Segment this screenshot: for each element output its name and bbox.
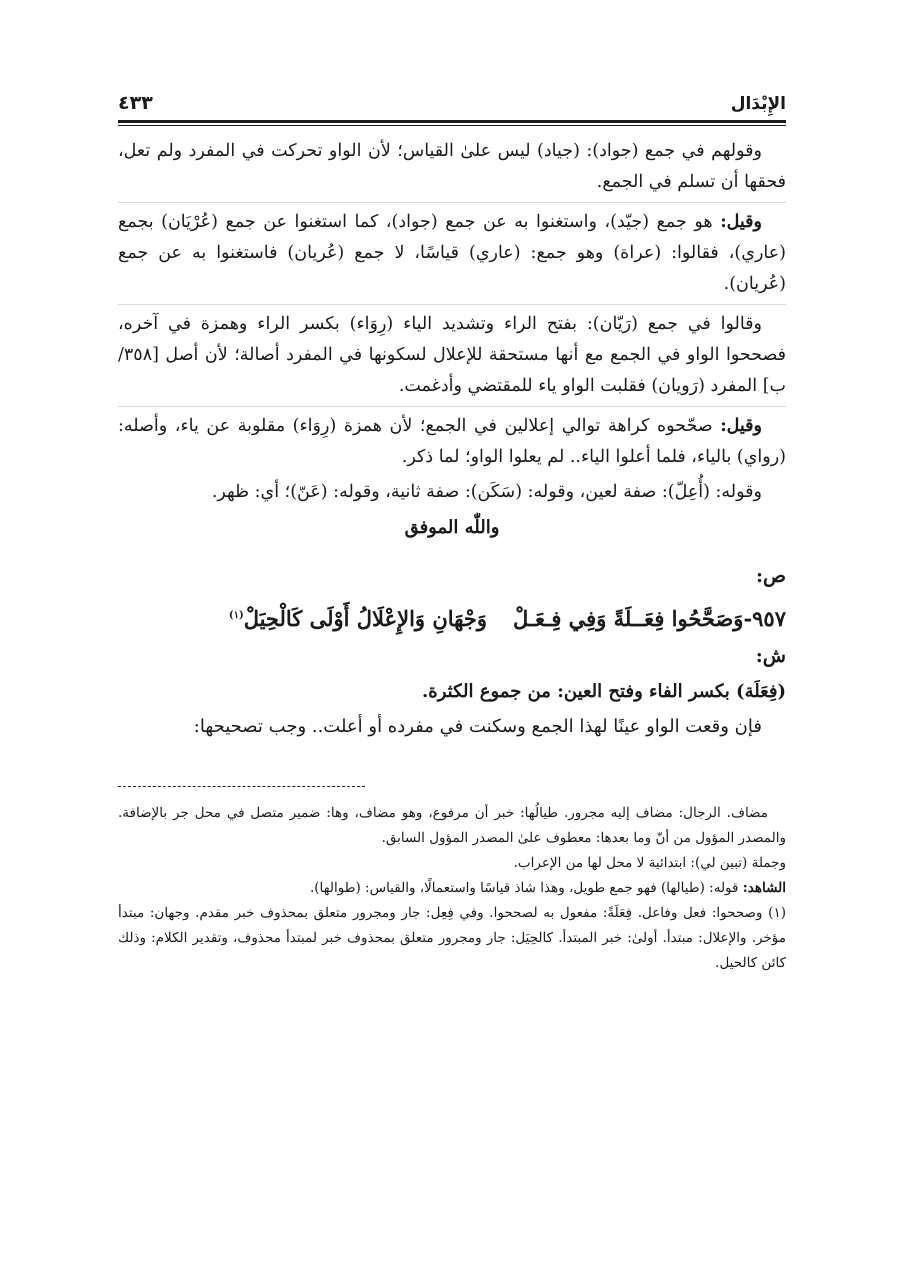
footnote-separator xyxy=(118,786,365,787)
footnote: مضاف. الرجال: مضاف إليه مجرور. طيالُها: خبر أن مرفوع، وهو مضاف، وها: ضمير متصل في محل جر بالإضافة. والمصدر المؤول من أنّ وما بعدها: معطوف علىٰ المصدر المؤول السابق. xyxy=(118,805,786,846)
header-rule-thin xyxy=(118,125,786,126)
page-header xyxy=(118,82,786,114)
page-number: ٤٣٣ xyxy=(118,92,153,114)
explanation-paragraph: فإن وقعت الواو عينًا لهذا الجمع وسكنت في مفرده أو أعلت.. وجب تصحيحها: xyxy=(193,716,762,737)
paragraph xyxy=(118,202,786,300)
footnote xyxy=(118,876,786,901)
footnote: (١) وصححوا: فعل وفاعل. فِعَلَةً: مفعول به لصححوا. وفي فِعِل: جار ومجرور متعلق بمحذوف خبر مقدم. وجهان: مبتدأ مؤخر. والإعلال: مبتدأ. أولىٰ: خبر المبتدأ. كالحِيَل: جار ومجرور متعلق بمحذوف خبر لمبتدأ محذوف، وتقدير الكلام: وذلك كائن كالحيل. xyxy=(118,905,786,971)
running-title: الإِبْدَال xyxy=(730,94,786,114)
footnote-marker: (١) xyxy=(228,610,244,621)
paragraph xyxy=(118,406,786,473)
keyword: الشاهد: xyxy=(742,880,786,896)
explanation-label: ش: xyxy=(755,645,786,667)
main-text xyxy=(118,136,786,742)
footnote-text: قوله: (طيالها) فهو جمع طويل، وهذا شاذ قياسًا واستعمالًا، والقياس: (طوالها). xyxy=(310,880,743,896)
verse-hemistich-2: وَجْهَانِ وَالإِعْلَالُ أَوْلَى كَالْحِيَلْ xyxy=(243,606,487,631)
paragraph: وقولهم في جمع (جواد): (جياد) ليس علىٰ القياس؛ لأن الواو تحركت في المفرد ولم تعل، فحقها أن تسلم في الجمع. xyxy=(118,141,786,192)
footnote: وجملة (تبين لي): ابتدائية لا محل لها من الإعراب. xyxy=(513,855,786,871)
verse-hemistich-1: وَصَحَّحُوا فِعَــلَةً وَفِي فِـعَـلْ xyxy=(512,606,744,631)
verse-line xyxy=(118,596,786,639)
footnotes xyxy=(118,801,786,976)
verse-label: ص: xyxy=(756,565,786,587)
keyword: وقيل: xyxy=(720,416,762,436)
paragraph: وقالوا في جمع (رَيّان): بفتح الراء وتشديد الياء (رِوَاء) بكسر الراء وهمزة في آخره، فصححوا الواو في الجمع مع أنها مستحقة للإعلال لسكونها في المفرد أصالة؛ لأن أصل [٣٥٨/ ب] المفرد (رَويان) فقلبت الواو ياء للمقتضي وأدغمت. xyxy=(118,304,786,402)
paragraph: وقوله: (أُعِلّ): صفة لعين، وقوله: (سَكَن): صفة ثانية، وقوله: (عَنّ)؛ أي: ظهر. xyxy=(211,482,762,502)
page xyxy=(118,82,786,976)
closing-phrase: واللّٰه الموفق xyxy=(404,517,500,538)
verse-number: ٩٥٧- xyxy=(743,606,786,631)
keyword: وقيل: xyxy=(720,212,762,232)
paragraph-text: صحّحوه كراهة توالي إعلالين في الجمع؛ لأن همزة (رِوَاء) مقلوبة عن ياء، وأصله: (رواي) بالياء، فلما أعلوا الياء.. لم يعلوا الواو؛ لما ذكر. xyxy=(118,416,786,467)
header-rule-thick xyxy=(118,120,786,123)
paragraph-text: هو جمع (جيّد)، واستغنوا به عن جمع (جواد)، كما استغنوا عن جمع (عُرْيَان) بجمع (عاري)، فقالوا: (عراة) وهو جمع: (عاري) قياسًا، لا جمع (عُريان) فاستغنوا به عن جمع (عُريان). xyxy=(118,212,786,294)
explanation-heading: (فِعَلَة) بكسر الفاء وفتح العين: من جموع الكثرة. xyxy=(422,681,786,702)
